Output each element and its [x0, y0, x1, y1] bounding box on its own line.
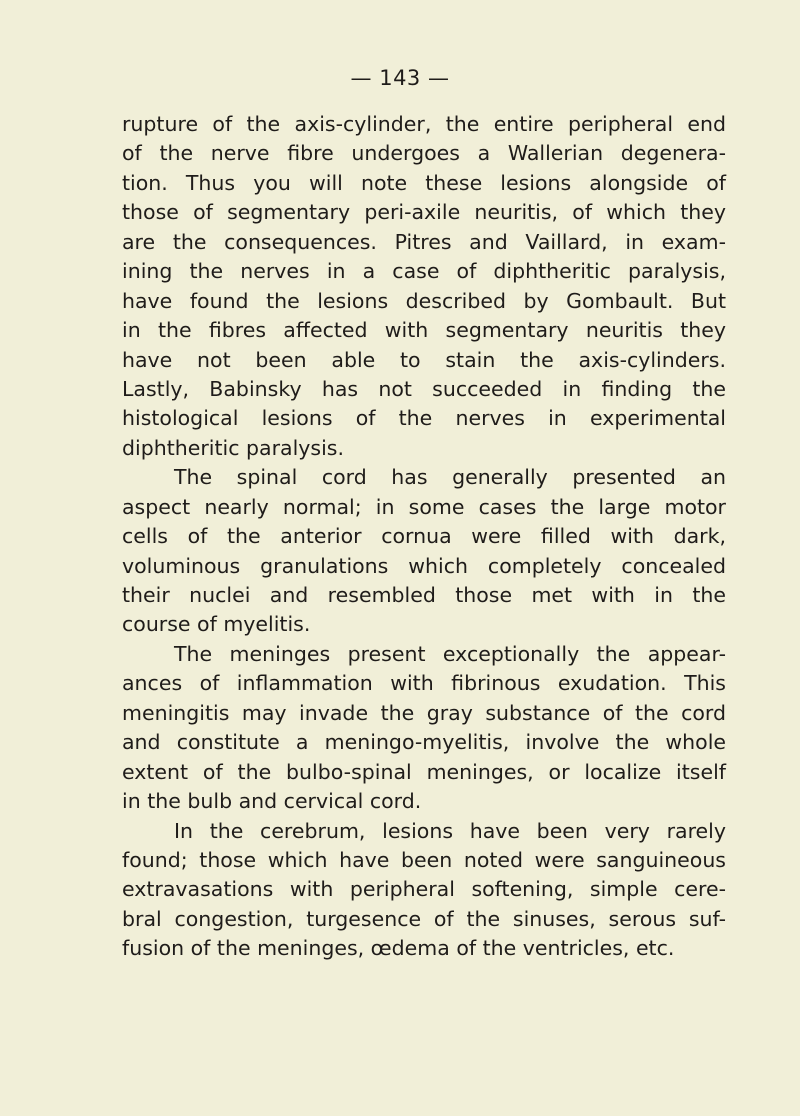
text-line: ining the nerves in a case of diphtheritic paralysis, — [122, 259, 726, 284]
text-line: those of segmentary peri-axile neuritis, of which they — [122, 200, 726, 225]
text-line: The meninges present exceptionally the appear- — [174, 641, 726, 666]
text-line: extent of the bulbo-spinal meninges, or localize itself — [122, 759, 726, 784]
text-line: their nuclei and resembled those met with in the — [122, 583, 726, 607]
text-line: in the bulb and cervical cord. — [122, 789, 422, 814]
text-line: and constitute a meningo-myelitis, involve the whole — [122, 730, 726, 755]
page-number: — 143 — — [350, 66, 450, 90]
text-line: diphtheritic paralysis. — [122, 435, 344, 460]
text-line: tion. Thus you will note these lesions alongside of — [122, 170, 726, 195]
text-line: meningitis may invade the gray substance of the cord — [122, 700, 726, 725]
text-line: In the cerebrum, lesions have been very rarely — [174, 818, 726, 843]
text-line: rupture of the axis-cylinder, the entire peripheral end — [122, 112, 726, 136]
text-line: have found the lesions described by Gombault. But — [122, 288, 726, 313]
text-line: fusion of the meninges, œdema of the ventricles, etc. — [122, 936, 675, 961]
text-line: bral congestion, turgesence of the sinuses, serous suf- — [122, 906, 726, 931]
text-line: The spinal cord has generally presented an — [174, 465, 726, 490]
text-line: Lastly, Babinsky has not succeeded in finding the — [122, 376, 726, 401]
text-line: found; those which have been noted were sanguineous — [122, 847, 726, 872]
text-line: ances of inflammation with fibrinous exudation. This — [122, 671, 726, 696]
text-line: cells of the anterior cornua were filled with dark, — [122, 524, 726, 549]
text-line: aspect nearly normal; in some cases the large motor — [122, 494, 726, 519]
text-line: in the fibres affected with segmentary neuritis they — [122, 318, 726, 343]
text-line: histological lesions of the nerves in experimental — [122, 406, 726, 431]
text-line: of the nerve fibre undergoes a Wallerian degenera- — [122, 141, 726, 166]
text-line: voluminous granulations which completely concealed — [122, 553, 726, 578]
text-line: extravasations with peripheral softening, simple cere- — [122, 877, 726, 902]
text-line: are the consequences. Pitres and Vaillard, in exam- — [122, 229, 726, 254]
text-line: course of myelitis. — [122, 612, 311, 637]
text-line: have not been able to stain the axis-cylinders. — [122, 347, 726, 372]
body-text — [122, 110, 726, 964]
